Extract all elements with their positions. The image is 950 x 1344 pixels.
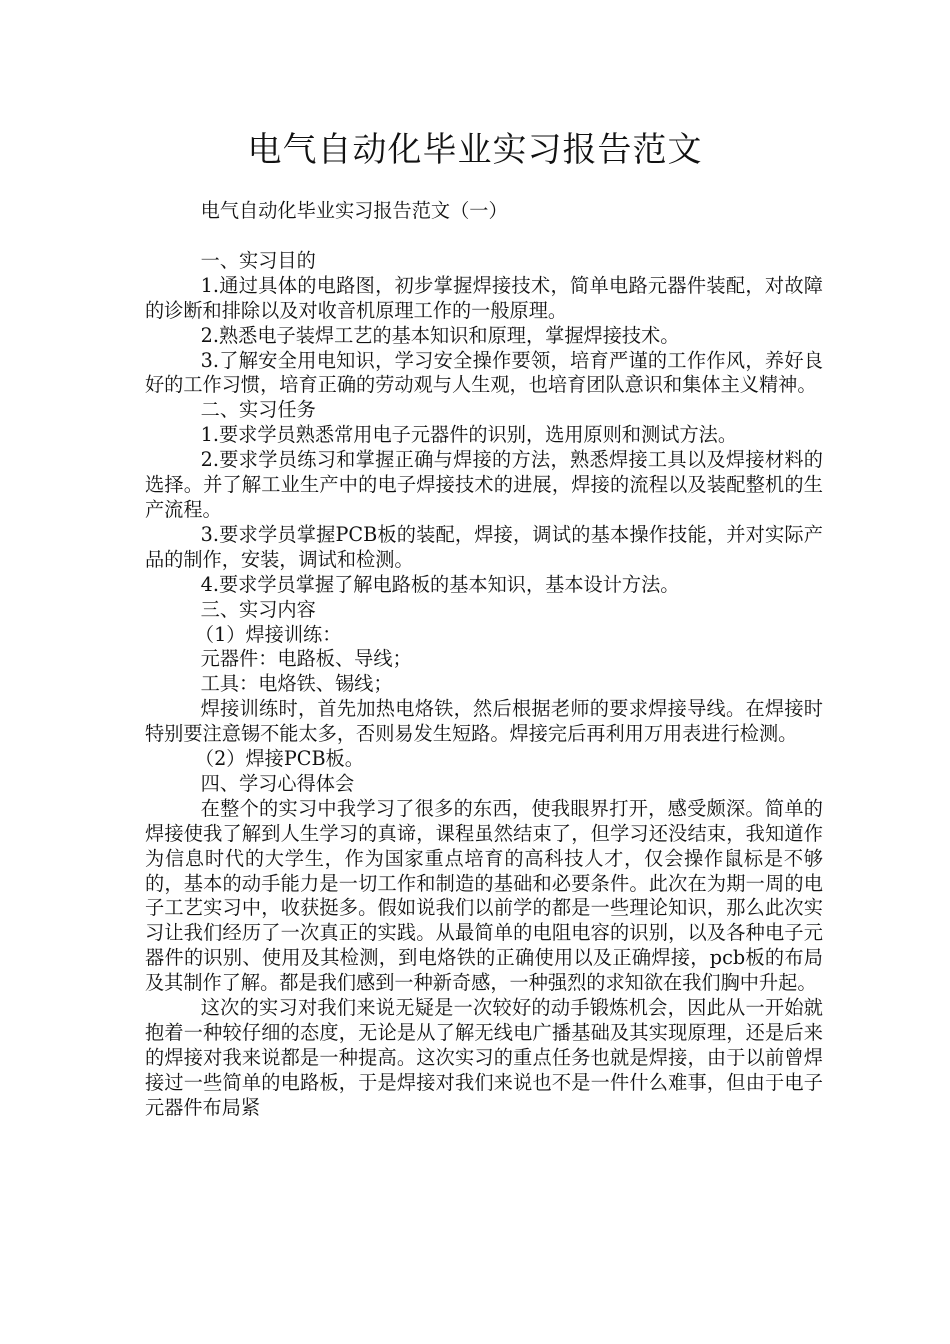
paragraph: 2.要求学员练习和掌握正确与焊接的方法，熟悉焊接工具以及焊接材料的选择。并了解工业生产中的电子焊接技术的进展，焊接的流程以及装配整机的生产流程。 (145, 448, 823, 521)
document-subtitle: 电气自动化毕业实习报告范文（一） (200, 199, 508, 222)
paragraph: 焊接训练时，首先加热电烙铁，然后根据老师的要求焊接导线。在焊接时特别要注意锡不能太多，否则易发生短路。焊接完后再利用万用表进行检测。 (145, 697, 823, 746)
paragraph: （2）焊接PCB板。 (194, 747, 364, 771)
paragraph: 在整个的实习中我学习了很多的东西，使我眼界打开，感受颇深。简单的焊接使我了解到人生学习的真谛，课程虽然结束了，但学习还没结束，我知道作为信息时代的大学生，作为国家重点培育的高科技人才，仅会操作鼠标是不够的，基本的动手能力是一切工作和制造的基础和必要条件。此次在为期一周的电子工艺实习中，收获挺多。假如说我们以前学的都是一些理论知识，那么此次实习让我们经历了一次真正的实践。从最简单的电阻电容的识别，以及各种电子元器件的识别、使用及其检测，到电烙铁的正确使用以及正确焊接，pcb板的布局及其制作了解。都是我们感到一种新奇感，一种强烈的求知欲在我们胸中升起。 (145, 796, 823, 995)
section-heading-content: 三、实习内容 (200, 597, 316, 621)
section-heading-tasks: 二、实习任务 (200, 398, 316, 422)
paragraph: 3.了解安全用电知识，学习安全操作要领，培育严谨的工作作风，养好良好的工作习惯，培育正确的劳动观与人生观，也培育团队意识和集体主义精神。 (145, 348, 823, 397)
paragraph: 元器件：电路板、导线； (200, 647, 412, 671)
section-heading-reflections: 四、学习心得体会 (200, 771, 355, 795)
document-body (145, 199, 823, 1121)
paragraph: 3.要求学员掌握PCB板的装配，焊接，调试的基本操作技能，并对实际产品的制作，安装，调试和检测。 (145, 522, 823, 571)
paragraph: 2.熟悉电子装焊工艺的基本知识和原理，掌握焊接技术。 (200, 323, 680, 347)
paragraph: 这次的实习对我们来说无疑是一次较好的动手锻炼机会，因此从一开始就抱着一种较仔细的态度，无论是从了解无线电广播基础及其实现原理，还是后来的焊接对我来说都是一种提高。这次实习的重点任务也就是焊接，由于以前曾焊接过一些简单的电路板，于是焊接对我们来说也不是一件什么难事，但由于电子元器件布局紧 (145, 996, 823, 1119)
document-title: 电气自动化毕业实习报告范文 (247, 130, 703, 170)
paragraph: 1.通过具体的电路图，初步掌握焊接技术，简单电路元器件装配，对故障的诊断和排除以及对收音机原理工作的一般原理。 (145, 273, 823, 322)
paragraph: （1）焊接训练： (194, 622, 342, 646)
section-heading-purpose: 一、实习目的 (200, 248, 316, 272)
paragraph: 工具：电烙铁、锡线； (200, 672, 393, 696)
paragraph: 1.要求学员熟悉常用电子元器件的识别，选用原则和测试方法。 (200, 423, 738, 447)
paragraph: 4.要求学员掌握了解电路板的基本知识，基本设计方法。 (200, 572, 680, 596)
